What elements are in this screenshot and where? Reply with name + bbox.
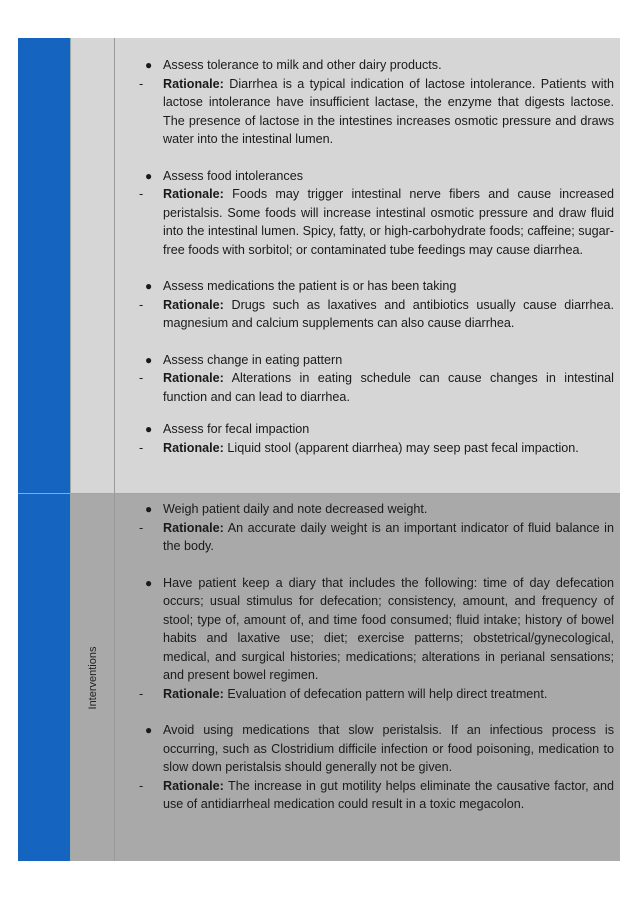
bullet-text: Assess food intolerances [163, 168, 304, 183]
list-item [137, 500, 614, 556]
list-item [137, 277, 614, 333]
section-label: Interventions [86, 646, 99, 709]
bullet-text: Have patient keep a diary that includes the following: time of day defecation occurs; usual stimulus for defecation; consistency, amount, and frequency of stool; type of, amount of, and time food consumed; fluid intake; history of bowel habits and laxative use; diet; exercise patterns; obstetrical/gynecological, medical, and surgical histories; medications; alterations in perianal sensations; and present bowel regimen. [163, 575, 614, 682]
dash-marker: - [139, 520, 144, 535]
rationale-text: An accurate daily weight is an important indicator of fluid balance in the body. [163, 520, 614, 553]
dash-marker: - [139, 440, 144, 455]
rationale-text: Foods may trigger intestinal nerve fibers and cause increased peristalsis. Some foods will increase intestinal osmotic pressure and draw fluid into the intestinal lumen. Spicy, fatty, or high-carbohydrate foods; caffeine; sugar-free foods with sorbitol; or contaminated tube feedings may cause diarrhea. [163, 187, 614, 257]
bullet-icon: ● [145, 575, 153, 590]
list-item [137, 167, 614, 260]
bullet-text: Weigh patient daily and note decreased weight. [163, 502, 428, 516]
rationale-text: The increase in gut motility helps eliminate the causative factor, and use of antidiarrheal medication could result in a toxic megacolon. [163, 778, 614, 811]
care-plan-table [18, 38, 620, 861]
bullet-text: Assess tolerance to milk and other dairy products. [163, 58, 442, 72]
bullet-icon: ● [145, 723, 153, 737]
rationale-text: Diarrhea is a typical indication of lactose intolerance. Patients with lactose intolerance have insufficient lactase, the enzyme that digests lactose. The presence of lactose in the intestines increases osmotic pressure and draws water into the intestinal lumen. [163, 76, 614, 146]
row-accent-bar [18, 38, 71, 493]
list-item [137, 420, 614, 457]
table-row [18, 38, 620, 494]
rationale-label: Rationale: [163, 440, 224, 455]
list-item [137, 721, 614, 814]
bullet-icon: ● [145, 422, 153, 436]
rationale-label: Rationale: [163, 187, 224, 201]
bullet-icon: ● [145, 58, 153, 72]
rationale-label: Rationale: [163, 76, 224, 91]
dash-marker: - [139, 76, 144, 91]
rationale-text: Alterations in eating schedule can cause changes in intestinal function and can lead to diarrhea. [163, 371, 614, 404]
bullet-icon: ● [145, 352, 153, 367]
row-content-cell [115, 494, 620, 861]
dash-marker: - [139, 187, 144, 201]
bullet-text: Assess medications the patient is or has been taking [163, 279, 457, 293]
row-content-cell [115, 38, 620, 493]
row-label-cell [71, 494, 115, 861]
bullet-icon: ● [145, 502, 153, 516]
rationale-label: Rationale: [163, 686, 224, 701]
dash-marker: - [139, 297, 144, 312]
rationale-text: Drugs such as laxatives and antibiotics usually cause diarrhea. magnesium and calcium supplements can also cause diarrhea. [163, 297, 615, 330]
row-accent-bar [18, 494, 71, 861]
bullet-text: Avoid using medications that slow peristalsis. If an infectious process is occurring, such as Clostridium difficile infection or food poisoning, medication to slow down peristalsis should generally not be given. [163, 723, 614, 774]
list-item [137, 574, 614, 704]
bullet-icon: ● [145, 168, 153, 183]
table-row [18, 494, 620, 861]
bullet-text: Assess for fecal impaction [163, 422, 310, 436]
rationale-text: Liquid stool (apparent diarrhea) may seep past fecal impaction. [227, 440, 579, 455]
row-label-cell [71, 38, 115, 493]
bullet-icon: ● [145, 279, 153, 293]
bullet-text: Assess change in eating pattern [163, 352, 343, 367]
rationale-label: Rationale: [163, 371, 224, 385]
dash-marker: - [139, 778, 144, 793]
dash-marker: - [139, 686, 144, 701]
rationale-label: Rationale: [163, 297, 224, 312]
rationale-label: Rationale: [163, 520, 224, 535]
list-item [137, 351, 614, 407]
list-item [137, 56, 614, 149]
dash-marker: - [139, 371, 144, 385]
rationale-text: Evaluation of defecation pattern will help direct treatment. [227, 686, 548, 701]
rationale-label: Rationale: [163, 778, 224, 793]
